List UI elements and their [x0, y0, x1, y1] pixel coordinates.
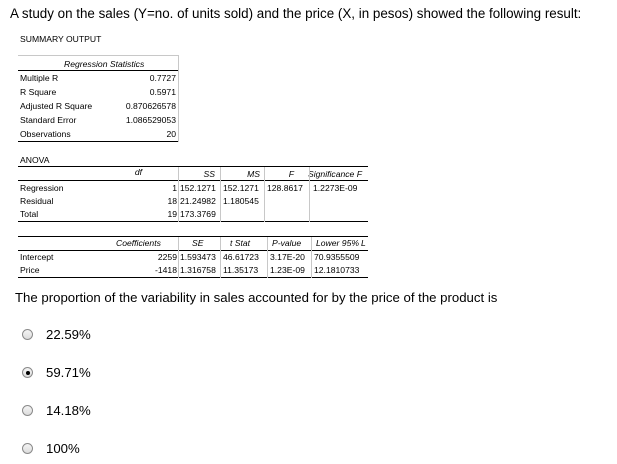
- option-label: 59.71%: [46, 365, 91, 380]
- anova-top-rule: [18, 166, 368, 167]
- radio-icon[interactable]: [22, 329, 33, 340]
- question-text: The proportion of the variability in sales accounted for by the price of the product is: [15, 290, 498, 305]
- coef-header-lower95: Lower 95%: [316, 238, 359, 248]
- regstat-label: Observations: [20, 129, 71, 139]
- summary-title: SUMMARY OUTPUT: [20, 34, 102, 44]
- coef-header-tstat: t Stat: [230, 238, 251, 248]
- coef-header-pvalue: P-value: [272, 238, 302, 248]
- regstats-top-rule: [18, 55, 178, 56]
- regstats-heading: Regression Statistics: [64, 59, 145, 69]
- regstats-header-rule: [18, 70, 178, 71]
- anova-cell: 1: [172, 183, 177, 193]
- regstat-label: R Square: [20, 87, 57, 97]
- grid-line: [178, 167, 179, 222]
- grid-line: [178, 55, 179, 142]
- regstat-value: 20: [166, 129, 176, 139]
- regstat-label: Multiple R: [20, 73, 59, 83]
- anova-header-rule: [18, 180, 368, 181]
- anova-header-significance: Significance F: [308, 169, 362, 179]
- anova-header-ss: SS: [203, 169, 215, 179]
- anova-cell: 128.8617: [267, 183, 303, 193]
- regstat-value: 1.086529053: [125, 115, 176, 125]
- anova-cell: 18: [167, 196, 177, 206]
- intro-text: A study on the sales (Y=no. of units sold) and the price (X, in pesos) showed the following result:: [10, 6, 582, 21]
- coef-header-truncated: L: [361, 238, 366, 248]
- grid-line: [309, 167, 310, 222]
- regstat-label: Adjusted R Square: [20, 101, 93, 111]
- option-label: 100%: [46, 441, 80, 456]
- coef-row-label: Intercept: [20, 252, 54, 262]
- regstat-value: 0.7727: [149, 73, 176, 83]
- regstats-bottom-rule: [18, 141, 178, 142]
- regstat-label: Standard Error: [20, 115, 77, 125]
- grid-line: [264, 167, 265, 222]
- coef-row-label: Price: [20, 265, 40, 275]
- coef-top-rule: [18, 236, 368, 237]
- coef-cell: 1.593473: [180, 252, 216, 262]
- coef-cell: 2259: [157, 252, 177, 262]
- anova-row-label: Total: [20, 209, 39, 219]
- radio-checked-icon[interactable]: [22, 367, 33, 378]
- coef-cell: 11.35173: [223, 265, 259, 275]
- anova-row-label: Regression: [20, 183, 64, 193]
- coef-header-rule: [18, 250, 368, 251]
- coef-cell: 3.17E-20: [270, 252, 305, 262]
- coef-header-se: SE: [192, 238, 204, 248]
- regstat-value: 0.870626578: [125, 101, 176, 111]
- anova-header-ms: MS: [247, 169, 260, 179]
- anova-header-f: F: [288, 169, 294, 179]
- grid-line: [178, 237, 179, 278]
- anova-cell: 21.24982: [180, 196, 216, 206]
- option-label: 14.18%: [46, 403, 91, 418]
- coef-cell: 1.23E-09: [270, 265, 305, 275]
- coef-cell: 70.9355509: [314, 252, 360, 262]
- option-22-59[interactable]: [22, 327, 91, 342]
- option-label: 22.59%: [46, 327, 91, 342]
- anova-cell: 1.2273E-09: [313, 183, 358, 193]
- anova-header-df: df: [134, 167, 142, 177]
- option-100[interactable]: [22, 441, 80, 456]
- coef-bottom-rule: [18, 277, 368, 278]
- anova-title: ANOVA: [20, 155, 50, 165]
- grid-line: [267, 237, 268, 278]
- grid-line: [220, 237, 221, 278]
- coef-cell: 12.1810733: [314, 265, 360, 275]
- radio-icon[interactable]: [22, 405, 33, 416]
- anova-row-label: Residual: [20, 196, 54, 206]
- coef-cell: -1418: [155, 265, 177, 275]
- anova-cell: 173.3769: [180, 209, 216, 219]
- anova-bottom-rule: [18, 221, 368, 222]
- option-14-18[interactable]: [22, 403, 91, 418]
- anova-cell: 1.180545: [223, 196, 259, 206]
- grid-line: [220, 167, 221, 222]
- anova-cell: 152.1271: [223, 183, 259, 193]
- option-59-71[interactable]: [22, 365, 91, 380]
- anova-cell: 19: [167, 209, 177, 219]
- regstat-value: 0.5971: [149, 87, 176, 97]
- coef-cell: 46.61723: [223, 252, 259, 262]
- grid-line: [311, 237, 312, 278]
- anova-cell: 152.1271: [180, 183, 216, 193]
- radio-icon[interactable]: [22, 443, 33, 454]
- coef-header-coefficients: Coefficients: [116, 238, 161, 248]
- coef-cell: 1.316758: [180, 265, 216, 275]
